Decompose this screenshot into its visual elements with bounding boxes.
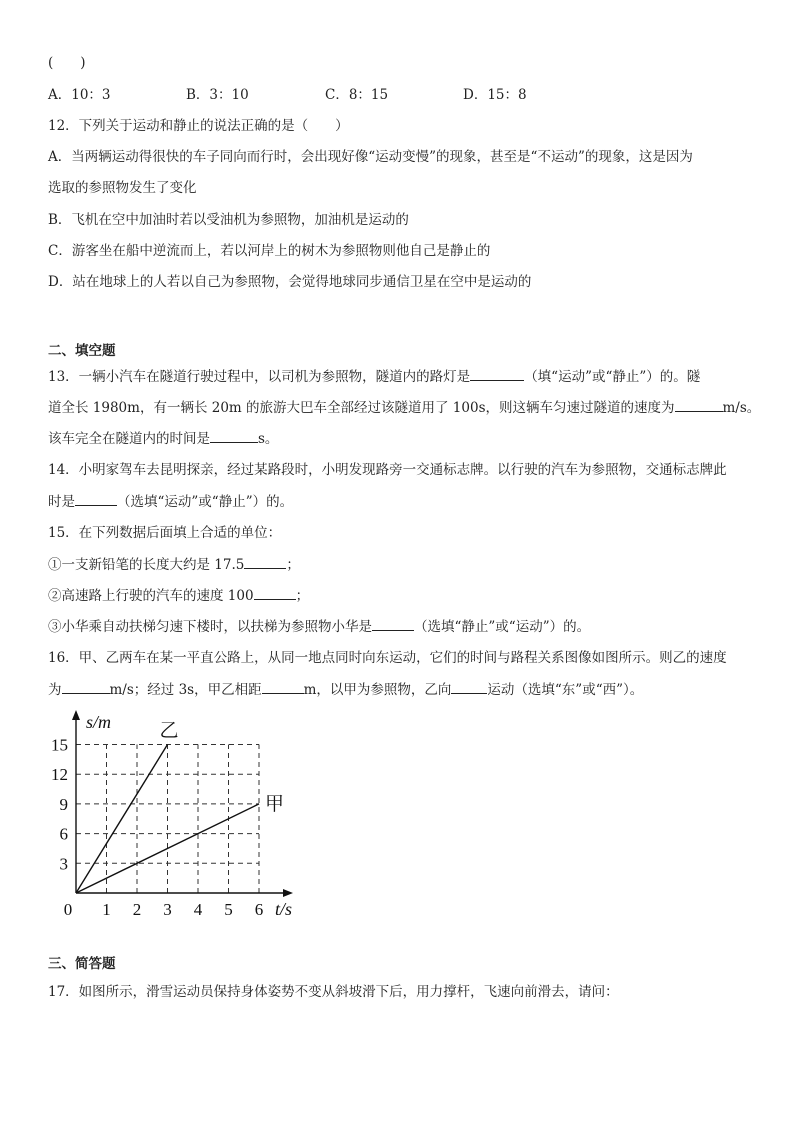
y-tick-label: 6 bbox=[59, 824, 68, 844]
q14-line-2 bbox=[48, 491, 293, 512]
x-tick-label: 5 bbox=[224, 900, 233, 919]
y-tick-label: 12 bbox=[51, 765, 68, 785]
q13-text: 道全长 1980m，有一辆长 20m 的旅游大巴车全部经过该隧道用了 100s，则这辆车匀速过隧道的速度为 bbox=[48, 400, 675, 416]
x-tick-label: 3 bbox=[163, 900, 172, 919]
q16-text: 为 bbox=[48, 682, 62, 698]
q16-text: m/s；经过 3s，甲乙相距 bbox=[109, 682, 262, 698]
q15-item-2 bbox=[48, 585, 309, 606]
q15-text: （选填“静止”或“运动”）的。 bbox=[414, 619, 591, 635]
q16-line-2 bbox=[48, 679, 643, 700]
q11-option-c: C．8：15 bbox=[325, 87, 389, 103]
q15-text: ③小华乘自动扶梯匀速下楼时，以扶梯为参照物小华是 bbox=[48, 619, 372, 635]
q16-text: 运动（选填“东”或“西”）。 bbox=[487, 682, 644, 698]
q13-blank-1[interactable] bbox=[470, 366, 524, 381]
x-axis-arrow bbox=[283, 889, 293, 897]
q12-stem: 12．下列关于运动和静止的说法正确的是（ ） bbox=[48, 118, 349, 134]
q13-line-1 bbox=[48, 366, 700, 387]
x-tick-label: 6 bbox=[254, 900, 264, 919]
x-tick-label: 1 bbox=[102, 900, 111, 919]
q13-text: m/s。 bbox=[722, 400, 761, 416]
q15-text: ①一支新铅笔的长度大约是 17.5 bbox=[48, 557, 245, 573]
q15-blank-2[interactable] bbox=[254, 585, 296, 600]
q13-text: 该车完全在隧道内的时间是 bbox=[48, 431, 210, 447]
q15-stem: 15．在下列数据后面填上合适的单位： bbox=[48, 525, 282, 541]
q15-item-1 bbox=[48, 554, 300, 575]
x-tick-label: 4 bbox=[193, 900, 203, 919]
q12-option-a: A．当两辆运动得很快的车子同向而行时，会出现好像“运动变慢”的现象，甚至是“不运动”的现象，这是因为 bbox=[48, 149, 693, 165]
q11-bracket: ( ) bbox=[48, 55, 86, 71]
q12-option-a-cont: 选取的参照物发生了变化 bbox=[48, 180, 197, 196]
y-tick-label: 9 bbox=[59, 794, 68, 814]
q14-text: 时是 bbox=[48, 494, 75, 510]
q17-stem: 17．如图所示，滑雪运动员保持身体姿势不变从斜坡滑下后，用力撑杆，飞速向前滑去，请问： bbox=[48, 984, 619, 1000]
q15-text: ； bbox=[286, 557, 300, 573]
q16-blank-2[interactable] bbox=[262, 679, 304, 694]
q13-blank-2[interactable] bbox=[675, 397, 723, 412]
q13-text: s。 bbox=[258, 431, 279, 447]
y-tick-label: 3 bbox=[59, 854, 68, 874]
q11-option-b: B．3：10 bbox=[186, 87, 249, 103]
y-axis-arrow bbox=[72, 710, 80, 720]
q11-option-d: D．15：8 bbox=[463, 87, 527, 103]
q13-text: 13．一辆小汽车在隧道行驶过程中，以司机为参照物，隧道内的路灯是 bbox=[48, 369, 471, 385]
section-fill-in-title: 二、填空题 bbox=[48, 343, 116, 359]
q15-text: ②高速路上行驶的汽车的速度 100 bbox=[48, 588, 254, 604]
q14-blank[interactable] bbox=[75, 491, 117, 506]
q13-line-2 bbox=[48, 397, 760, 418]
q13-line-3 bbox=[48, 428, 278, 449]
q14-line-1: 14．小明家驾车去昆明探亲，经过某路段时，小明发现路旁一交通标志牌。以行驶的汽车为参照物，交通标志牌此 bbox=[48, 462, 727, 478]
y-tick-label: 15 bbox=[51, 735, 68, 755]
q16-blank-1[interactable] bbox=[62, 679, 110, 694]
q14-text: （选填“运动”或“静止”）的。 bbox=[117, 494, 294, 510]
q12-option-d: D．站在地球上的人若以自己为参照物，会觉得地球同步通信卫星在空中是运动的 bbox=[48, 274, 532, 290]
x-tick-label: 2 bbox=[132, 900, 142, 919]
q15-text: ； bbox=[295, 588, 310, 604]
x-tick-label: 0 bbox=[63, 900, 73, 919]
distance-time-graph bbox=[40, 708, 310, 928]
series-label-yi: 乙 bbox=[159, 720, 179, 742]
series-label-jia: 甲 bbox=[265, 793, 285, 815]
q13-text: （填“运动”或“静止”）的。隧 bbox=[524, 369, 701, 385]
q12-option-c: C．游客坐在船中逆流而上，若以河岸上的树木为参照物则他自己是静止的 bbox=[48, 243, 491, 259]
q13-blank-3[interactable] bbox=[210, 428, 258, 443]
q16-line-1: 16．甲、乙两车在某一平直公路上，从同一地点同时向东运动，它们的时间与路程关系图像如图所示。则乙的速度 bbox=[48, 650, 727, 666]
section-short-answer-title: 三、简答题 bbox=[48, 956, 116, 972]
y-axis-label: s/m bbox=[86, 712, 112, 732]
q11-option-a: A．10：3 bbox=[48, 87, 111, 103]
x-axis-label: t/s bbox=[275, 899, 293, 919]
q16-blank-3[interactable] bbox=[451, 679, 487, 694]
q15-blank-3[interactable] bbox=[372, 616, 414, 631]
q16-text: m，以甲为参照物，乙向 bbox=[303, 682, 452, 698]
q12-option-b: B．飞机在空中加油时若以受油机为参照物，加油机是运动的 bbox=[48, 212, 409, 228]
q15-item-3 bbox=[48, 616, 590, 637]
q15-blank-1[interactable] bbox=[244, 554, 286, 569]
